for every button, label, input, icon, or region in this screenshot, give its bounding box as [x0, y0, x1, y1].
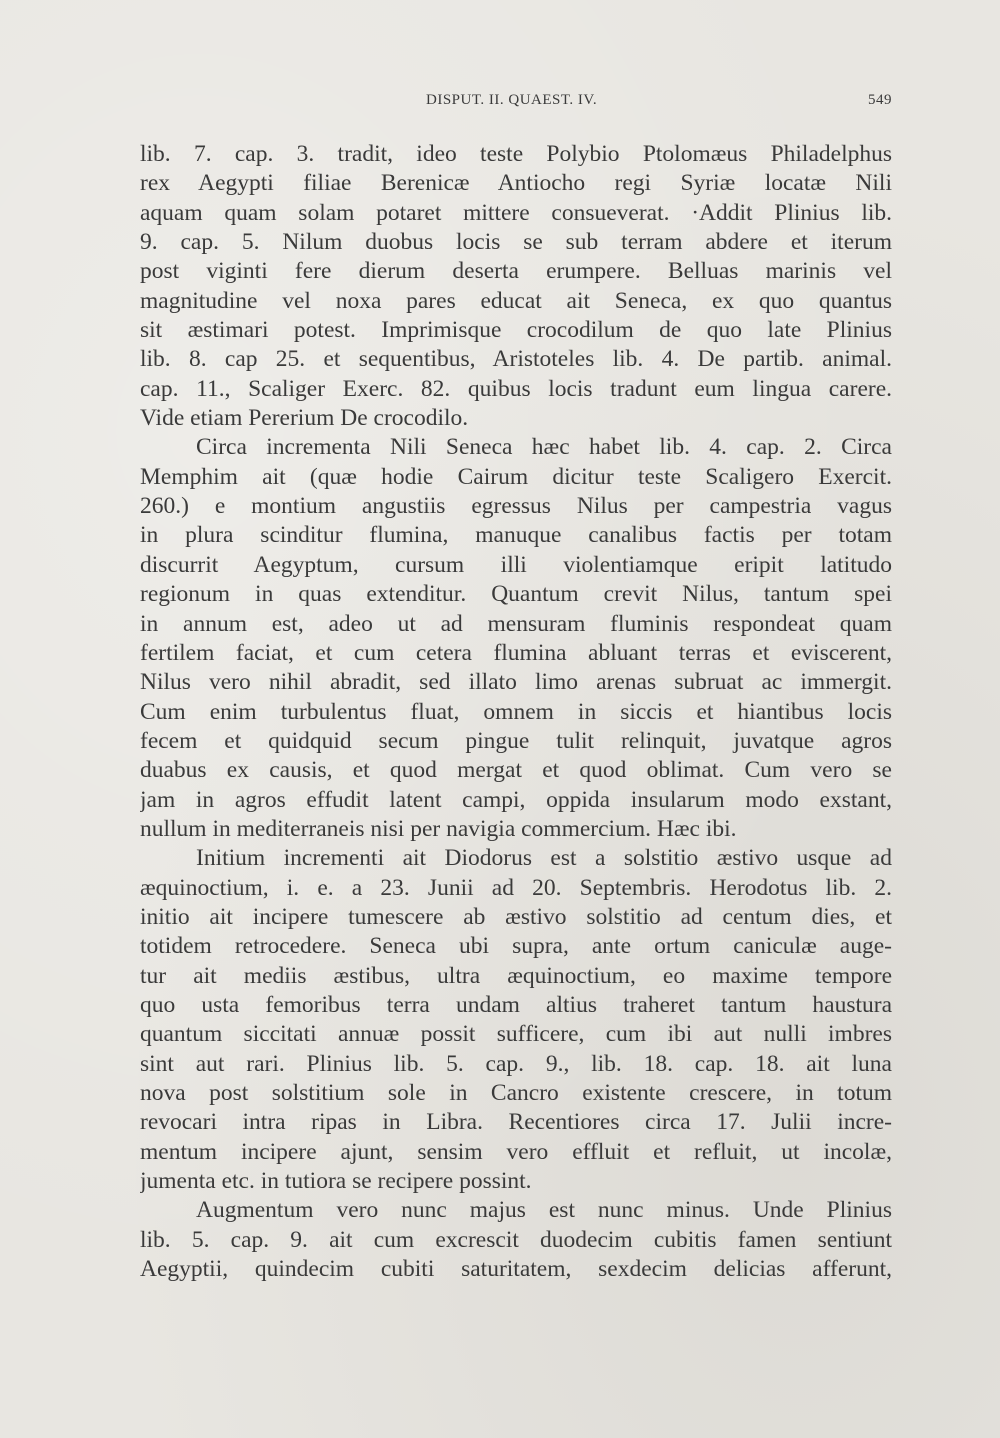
- text-line: sint aut rari. Plinius lib. 5. cap. 9., lib. 18. cap. 18. ait luna: [140, 1050, 892, 1077]
- text-line: post viginti fere dierum deserta erumpere. Belluas marinis vel: [140, 258, 892, 285]
- running-head: DISPUT. II. QUAEST. IV.: [426, 92, 598, 108]
- page-header: [140, 92, 892, 114]
- text-line: nova post solstitium sole in Cancro existente crescere, in totum: [140, 1080, 892, 1106]
- text-line: Cum enim turbulentus fluat, omnem in siccis et hiantibus locis: [140, 698, 892, 725]
- text-line: regionum in quas extenditur. Quantum crevit Nilus, tantum spei: [140, 581, 892, 608]
- text-line: cap. 11., Scaliger Exerc. 82. quibus locis tradunt eum lingua carere.: [140, 375, 892, 402]
- text-line: discurrit Aegyptum, cursum illi violentiamque eripit latitudo: [140, 551, 892, 578]
- paragraph-start-line: Initium incrementi ait Diodorus est a solstitio æstivo usque ad: [196, 845, 892, 872]
- text-line: fecem et quidquid secum pingue tulit relinquit, juvatque agros: [140, 727, 892, 754]
- text-line: Vide etiam Pererium De crocodilo.: [140, 405, 469, 432]
- text-line: Memphim ait (quæ hodie Cairum dicitur teste Scaligero Exercit.: [140, 463, 892, 490]
- text-line: jam in agros effudit latent campi, oppida insularum modo exstant,: [140, 786, 892, 813]
- text-line: Aegyptii, quindecim cubiti saturitatem, sexdecim delicias afferunt,: [140, 1256, 892, 1283]
- body-text: [140, 140, 892, 1284]
- paragraph-start-line: Circa incrementa Nili Seneca hæc habet lib. 4. cap. 2. Circa: [196, 434, 892, 461]
- text-line: 9. cap. 5. Nilum duobus locis se sub terram abdere et iterum: [140, 229, 892, 256]
- text-line: rex Aegypti filiae Berenicæ Antiocho regi Syriæ locatæ Nili: [140, 170, 892, 197]
- text-line: lib. 5. cap. 9. ait cum excrescit duodecim cubitis famen sentiunt: [140, 1226, 892, 1253]
- text-line: quantum siccitati annuæ possit sufficere, cum ibi aut nulli imbres: [140, 1021, 892, 1048]
- text-line: 260.) e montium angustiis egressus Nilus per campestria vagus: [140, 493, 892, 520]
- text-line: fertilem faciat, et cum cetera flumina abluant terras et eviscerent,: [140, 639, 892, 666]
- text-line: æquinoctium, i. e. a 23. Junii ad 20. Septembris. Herodotus lib. 2.: [140, 874, 892, 901]
- text-line: revocari intra ripas in Libra. Recentiores circa 17. Julii incre-: [140, 1109, 892, 1136]
- text-line: magnitudine vel noxa pares educat ait Seneca, ex quo quantus: [140, 287, 892, 314]
- text-line: lib. 8. cap 25. et sequentibus, Aristoteles lib. 4. De partib. animal.: [140, 346, 892, 373]
- text-line: aquam quam solam potaret mittere consueverat. ·Addit Plinius lib.: [140, 199, 892, 226]
- text-line: mentum incipere ajunt, sensim vero effluit et refluit, ut incolæ,: [140, 1138, 892, 1165]
- text-line: initio ait incipere tumescere ab æstivo solstitio ad centum dies, et: [140, 903, 892, 930]
- text-line: Nilus vero nihil abradit, sed illato limo arenas subruat ac immergit.: [140, 669, 892, 696]
- text-line: totidem retrocedere. Seneca ubi supra, ante ortum caniculæ auge-: [140, 933, 892, 960]
- text-line: jumenta etc. in tutiora se recipere possint.: [140, 1168, 532, 1195]
- text-line: nullum in mediterraneis nisi per navigia commercium. Hæc ibi.: [140, 815, 737, 842]
- text-line: quo usta femoribus terra undam altius traheret tantum haustura: [140, 991, 892, 1018]
- page-number: 549: [868, 92, 892, 108]
- paragraph-start-line: Augmentum vero nunc majus est nunc minus. Unde Plinius: [196, 1197, 892, 1224]
- text-line: tur ait mediis æstibus, ultra æquinoctium, eo maxime tempore: [140, 962, 892, 989]
- text-line: sit æstimari potest. Imprimisque crocodilum de quo late Plinius: [140, 317, 892, 344]
- text-line: lib. 7. cap. 3. tradit, ideo teste Polybio Ptolomæus Philadelphus: [140, 141, 892, 167]
- text-line: duabus ex causis, et quod mergat et quod oblimat. Cum vero se: [140, 757, 892, 784]
- text-line: in annum est, adeo ut ad mensuram fluminis respondeat quam: [140, 610, 892, 637]
- text-line: in plura scinditur flumina, manuque canalibus factis per totam: [140, 522, 892, 549]
